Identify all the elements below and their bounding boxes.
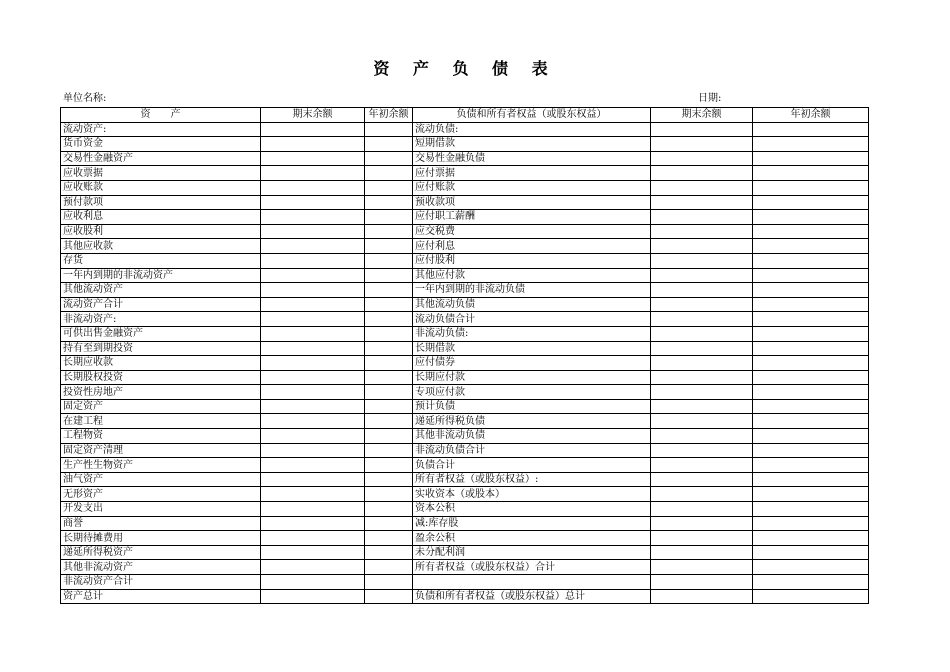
liability-item-label: 应付债券 bbox=[413, 356, 651, 371]
asset-begin-balance-cell[interactable] bbox=[365, 268, 413, 283]
liability-end-balance-cell[interactable] bbox=[651, 268, 753, 283]
table-row bbox=[61, 122, 869, 137]
liability-item-label bbox=[413, 575, 651, 590]
asset-item-label: 应收股利 bbox=[61, 224, 261, 239]
asset-end-balance-cell[interactable] bbox=[261, 545, 365, 560]
liability-item-label: 长期借款 bbox=[413, 341, 651, 356]
asset-end-balance-cell[interactable] bbox=[261, 268, 365, 283]
liability-end-balance-cell[interactable] bbox=[651, 589, 753, 604]
liability-begin-balance-cell[interactable] bbox=[753, 239, 869, 254]
header-assets: 资 产 bbox=[61, 108, 261, 123]
table-row bbox=[61, 166, 869, 181]
asset-end-balance-cell[interactable] bbox=[261, 195, 365, 210]
table-row bbox=[61, 399, 869, 414]
liability-item-label: 其他流动负债 bbox=[413, 297, 651, 312]
asset-end-balance-cell[interactable] bbox=[261, 356, 365, 371]
asset-end-balance-cell[interactable] bbox=[261, 589, 365, 604]
liability-begin-balance-cell[interactable] bbox=[753, 458, 869, 473]
liability-begin-balance-cell[interactable] bbox=[753, 341, 869, 356]
liability-end-balance-cell[interactable] bbox=[651, 545, 753, 560]
asset-item-label: 长期股权投资 bbox=[61, 370, 261, 385]
asset-item-label: 应收票据 bbox=[61, 166, 261, 181]
table-row bbox=[61, 370, 869, 385]
asset-end-balance-cell[interactable] bbox=[261, 502, 365, 517]
table-row bbox=[61, 297, 869, 312]
liability-begin-balance-cell[interactable] bbox=[753, 429, 869, 444]
liability-item-label: 应付职工薪酬 bbox=[413, 210, 651, 225]
liability-begin-balance-cell[interactable] bbox=[753, 312, 869, 327]
table-row bbox=[61, 210, 869, 225]
liability-end-balance-cell[interactable] bbox=[651, 224, 753, 239]
asset-item-label: 应收利息 bbox=[61, 210, 261, 225]
table-row bbox=[61, 356, 869, 371]
liability-begin-balance-cell[interactable] bbox=[753, 268, 869, 283]
liability-begin-balance-cell[interactable] bbox=[753, 414, 869, 429]
asset-end-balance-cell[interactable] bbox=[261, 458, 365, 473]
header-liabilities-equity: 负债和所有者权益（或股东权益） bbox=[413, 108, 651, 123]
asset-begin-balance-cell[interactable] bbox=[365, 283, 413, 298]
asset-end-balance-cell[interactable] bbox=[261, 151, 365, 166]
asset-item-label: 生产性生物资产 bbox=[61, 458, 261, 473]
asset-begin-balance-cell[interactable] bbox=[365, 166, 413, 181]
asset-begin-balance-cell[interactable] bbox=[365, 122, 413, 137]
liability-end-balance-cell[interactable] bbox=[651, 283, 753, 298]
asset-item-label: 长期应收款 bbox=[61, 356, 261, 371]
asset-item-label: 应收账款 bbox=[61, 180, 261, 195]
liability-item-label: 负债合计 bbox=[413, 458, 651, 473]
liability-end-balance-cell[interactable] bbox=[651, 429, 753, 444]
liability-end-balance-cell[interactable] bbox=[651, 195, 753, 210]
asset-end-balance-cell[interactable] bbox=[261, 180, 365, 195]
liability-item-label: 其他应付款 bbox=[413, 268, 651, 283]
liability-end-balance-cell[interactable] bbox=[651, 443, 753, 458]
liability-item-label: 预收款项 bbox=[413, 195, 651, 210]
asset-item-label: 一年内到期的非流动资产 bbox=[61, 268, 261, 283]
asset-begin-balance-cell[interactable] bbox=[365, 180, 413, 195]
liability-end-balance-cell[interactable] bbox=[651, 487, 753, 502]
asset-item-label: 存货 bbox=[61, 253, 261, 268]
header-end-balance: 期末余额 bbox=[651, 108, 753, 123]
liability-item-label: 应付利息 bbox=[413, 239, 651, 254]
asset-item-label: 可供出售金融资产 bbox=[61, 326, 261, 341]
liability-end-balance-cell[interactable] bbox=[651, 341, 753, 356]
liability-end-balance-cell[interactable] bbox=[651, 531, 753, 546]
asset-item-label: 非流动资产: bbox=[61, 312, 261, 327]
table-row bbox=[61, 472, 869, 487]
asset-begin-balance-cell[interactable] bbox=[365, 575, 413, 590]
table-row bbox=[61, 180, 869, 195]
liability-begin-balance-cell[interactable] bbox=[753, 370, 869, 385]
liability-end-balance-cell[interactable] bbox=[651, 472, 753, 487]
asset-item-label: 流动资产合计 bbox=[61, 297, 261, 312]
header-row bbox=[61, 108, 869, 123]
asset-begin-balance-cell[interactable] bbox=[365, 560, 413, 575]
asset-item-label: 交易性金融资产 bbox=[61, 151, 261, 166]
liability-item-label: 应付股利 bbox=[413, 253, 651, 268]
liability-item-label: 一年内到期的非流动负债 bbox=[413, 283, 651, 298]
asset-item-label: 工程物资 bbox=[61, 429, 261, 444]
table-row bbox=[61, 195, 869, 210]
header-end-balance: 期末余额 bbox=[261, 108, 365, 123]
table-row bbox=[61, 151, 869, 166]
liability-begin-balance-cell[interactable] bbox=[753, 326, 869, 341]
table-row bbox=[61, 283, 869, 298]
asset-end-balance-cell[interactable] bbox=[261, 531, 365, 546]
asset-end-balance-cell[interactable] bbox=[261, 239, 365, 254]
liability-end-balance-cell[interactable] bbox=[651, 180, 753, 195]
asset-item-label: 油气资产 bbox=[61, 472, 261, 487]
liability-begin-balance-cell[interactable] bbox=[753, 253, 869, 268]
table-row bbox=[61, 575, 869, 590]
asset-item-label: 递延所得税资产 bbox=[61, 545, 261, 560]
asset-end-balance-cell[interactable] bbox=[261, 210, 365, 225]
liability-end-balance-cell[interactable] bbox=[651, 166, 753, 181]
asset-end-balance-cell[interactable] bbox=[261, 312, 365, 327]
asset-begin-balance-cell[interactable] bbox=[365, 341, 413, 356]
table-row bbox=[61, 443, 869, 458]
asset-end-balance-cell[interactable] bbox=[261, 516, 365, 531]
liability-item-label: 短期借款 bbox=[413, 137, 651, 152]
asset-begin-balance-cell[interactable] bbox=[365, 385, 413, 400]
table-row bbox=[61, 589, 869, 604]
table-row bbox=[61, 545, 869, 560]
liability-begin-balance-cell[interactable] bbox=[753, 545, 869, 560]
liability-item-label: 交易性金融负债 bbox=[413, 151, 651, 166]
asset-begin-balance-cell[interactable] bbox=[365, 502, 413, 517]
asset-item-label: 持有至到期投资 bbox=[61, 341, 261, 356]
asset-item-label: 其他非流动资产 bbox=[61, 560, 261, 575]
asset-item-label: 在建工程 bbox=[61, 414, 261, 429]
liability-end-balance-cell[interactable] bbox=[651, 122, 753, 137]
asset-end-balance-cell[interactable] bbox=[261, 385, 365, 400]
liability-item-label: 盈余公积 bbox=[413, 531, 651, 546]
liability-end-balance-cell[interactable] bbox=[651, 297, 753, 312]
liability-item-label: 流动负债: bbox=[413, 122, 651, 137]
liability-begin-balance-cell[interactable] bbox=[753, 297, 869, 312]
table-row bbox=[61, 137, 869, 152]
liability-item-label: 所有者权益（或股东权益）合计 bbox=[413, 560, 651, 575]
asset-begin-balance-cell[interactable] bbox=[365, 370, 413, 385]
table-row bbox=[61, 560, 869, 575]
liability-begin-balance-cell[interactable] bbox=[753, 487, 869, 502]
liability-begin-balance-cell[interactable] bbox=[753, 180, 869, 195]
liability-begin-balance-cell[interactable] bbox=[753, 122, 869, 137]
liability-item-label: 实收资本（或股本） bbox=[413, 487, 651, 502]
asset-item-label: 开发支出 bbox=[61, 502, 261, 517]
asset-end-balance-cell[interactable] bbox=[261, 283, 365, 298]
asset-begin-balance-cell[interactable] bbox=[365, 516, 413, 531]
liability-begin-balance-cell[interactable] bbox=[753, 589, 869, 604]
liability-begin-balance-cell[interactable] bbox=[753, 560, 869, 575]
asset-end-balance-cell[interactable] bbox=[261, 326, 365, 341]
liability-end-balance-cell[interactable] bbox=[651, 560, 753, 575]
asset-end-balance-cell[interactable] bbox=[261, 137, 365, 152]
liability-item-label: 应付账款 bbox=[413, 180, 651, 195]
asset-begin-balance-cell[interactable] bbox=[365, 399, 413, 414]
asset-end-balance-cell[interactable] bbox=[261, 429, 365, 444]
asset-item-label: 非流动资产合计 bbox=[61, 575, 261, 590]
asset-end-balance-cell[interactable] bbox=[261, 443, 365, 458]
liability-item-label: 长期应付款 bbox=[413, 370, 651, 385]
liability-begin-balance-cell[interactable] bbox=[753, 151, 869, 166]
asset-item-label: 其他流动资产 bbox=[61, 283, 261, 298]
liability-begin-balance-cell[interactable] bbox=[753, 224, 869, 239]
liability-begin-balance-cell[interactable] bbox=[753, 283, 869, 298]
asset-begin-balance-cell[interactable] bbox=[365, 589, 413, 604]
asset-end-balance-cell[interactable] bbox=[261, 122, 365, 137]
liability-end-balance-cell[interactable] bbox=[651, 356, 753, 371]
liability-end-balance-cell[interactable] bbox=[651, 210, 753, 225]
asset-begin-balance-cell[interactable] bbox=[365, 414, 413, 429]
asset-end-balance-cell[interactable] bbox=[261, 224, 365, 239]
liability-end-balance-cell[interactable] bbox=[651, 458, 753, 473]
liability-item-label: 应交税费 bbox=[413, 224, 651, 239]
table-row bbox=[61, 253, 869, 268]
liability-begin-balance-cell[interactable] bbox=[753, 443, 869, 458]
liability-begin-balance-cell[interactable] bbox=[753, 575, 869, 590]
liability-begin-balance-cell[interactable] bbox=[753, 166, 869, 181]
asset-item-label: 预付款项 bbox=[61, 195, 261, 210]
asset-begin-balance-cell[interactable] bbox=[365, 239, 413, 254]
asset-item-label: 无形资产 bbox=[61, 487, 261, 502]
liability-item-label: 资本公积 bbox=[413, 502, 651, 517]
liability-item-label: 递延所得税负债 bbox=[413, 414, 651, 429]
liability-begin-balance-cell[interactable] bbox=[753, 210, 869, 225]
asset-end-balance-cell[interactable] bbox=[261, 399, 365, 414]
asset-begin-balance-cell[interactable] bbox=[365, 356, 413, 371]
liability-item-label: 其他非流动负债 bbox=[413, 429, 651, 444]
table-row bbox=[61, 224, 869, 239]
page-title: 资 产 负 债 表 bbox=[373, 59, 557, 78]
asset-end-balance-cell[interactable] bbox=[261, 297, 365, 312]
asset-begin-balance-cell[interactable] bbox=[365, 458, 413, 473]
liability-begin-balance-cell[interactable] bbox=[753, 502, 869, 517]
liability-end-balance-cell[interactable] bbox=[651, 399, 753, 414]
liability-item-label: 负债和所有者权益（或股东权益）总计 bbox=[413, 589, 651, 604]
asset-end-balance-cell[interactable] bbox=[261, 472, 365, 487]
table-row bbox=[61, 414, 869, 429]
asset-item-label: 固定资产 bbox=[61, 399, 261, 414]
liability-begin-balance-cell[interactable] bbox=[753, 516, 869, 531]
asset-item-label: 资产总计 bbox=[61, 589, 261, 604]
liability-begin-balance-cell[interactable] bbox=[753, 137, 869, 152]
liability-end-balance-cell[interactable] bbox=[651, 151, 753, 166]
asset-end-balance-cell[interactable] bbox=[261, 575, 365, 590]
header-begin-balance: 年初余额 bbox=[753, 108, 869, 123]
table-row bbox=[61, 502, 869, 517]
asset-begin-balance-cell[interactable] bbox=[365, 253, 413, 268]
liability-end-balance-cell[interactable] bbox=[651, 326, 753, 341]
liability-end-balance-cell[interactable] bbox=[651, 414, 753, 429]
liability-begin-balance-cell[interactable] bbox=[753, 385, 869, 400]
asset-end-balance-cell[interactable] bbox=[261, 253, 365, 268]
liability-item-label: 未分配利润 bbox=[413, 545, 651, 560]
liability-end-balance-cell[interactable] bbox=[651, 137, 753, 152]
liability-item-label: 应付票据 bbox=[413, 166, 651, 181]
asset-begin-balance-cell[interactable] bbox=[365, 443, 413, 458]
liability-end-balance-cell[interactable] bbox=[651, 385, 753, 400]
table-row bbox=[61, 341, 869, 356]
asset-end-balance-cell[interactable] bbox=[261, 341, 365, 356]
liability-item-label: 所有者权益（或股东权益）: bbox=[413, 472, 651, 487]
asset-end-balance-cell[interactable] bbox=[261, 370, 365, 385]
date-label: 日期: bbox=[698, 93, 722, 104]
asset-begin-balance-cell[interactable] bbox=[365, 531, 413, 546]
liability-end-balance-cell[interactable] bbox=[651, 370, 753, 385]
unit-name-label: 单位名称: bbox=[63, 93, 107, 104]
asset-item-label: 投资性房地产 bbox=[61, 385, 261, 400]
liability-end-balance-cell[interactable] bbox=[651, 239, 753, 254]
asset-end-balance-cell[interactable] bbox=[261, 487, 365, 502]
asset-begin-balance-cell[interactable] bbox=[365, 151, 413, 166]
asset-begin-balance-cell[interactable] bbox=[365, 326, 413, 341]
asset-begin-balance-cell[interactable] bbox=[365, 472, 413, 487]
asset-end-balance-cell[interactable] bbox=[261, 560, 365, 575]
table-row bbox=[61, 487, 869, 502]
asset-item-label: 商誉 bbox=[61, 516, 261, 531]
liability-end-balance-cell[interactable] bbox=[651, 253, 753, 268]
asset-begin-balance-cell[interactable] bbox=[365, 137, 413, 152]
liability-item-label: 专项应付款 bbox=[413, 385, 651, 400]
asset-begin-balance-cell[interactable] bbox=[365, 210, 413, 225]
liability-item-label: 减:库存股 bbox=[413, 516, 651, 531]
table-row bbox=[61, 531, 869, 546]
asset-begin-balance-cell[interactable] bbox=[365, 224, 413, 239]
asset-begin-balance-cell[interactable] bbox=[365, 487, 413, 502]
liability-end-balance-cell[interactable] bbox=[651, 575, 753, 590]
table-row bbox=[61, 385, 869, 400]
table-row bbox=[61, 268, 869, 283]
asset-begin-balance-cell[interactable] bbox=[365, 312, 413, 327]
asset-end-balance-cell[interactable] bbox=[261, 414, 365, 429]
liability-item-label: 流动负债合计 bbox=[413, 312, 651, 327]
liability-end-balance-cell[interactable] bbox=[651, 312, 753, 327]
liability-begin-balance-cell[interactable] bbox=[753, 531, 869, 546]
table-row bbox=[61, 429, 869, 444]
asset-item-label: 固定资产清理 bbox=[61, 443, 261, 458]
liability-begin-balance-cell[interactable] bbox=[753, 195, 869, 210]
liability-begin-balance-cell[interactable] bbox=[753, 472, 869, 487]
asset-begin-balance-cell[interactable] bbox=[365, 297, 413, 312]
asset-begin-balance-cell[interactable] bbox=[365, 195, 413, 210]
asset-item-label: 货币资金 bbox=[61, 137, 261, 152]
liability-end-balance-cell[interactable] bbox=[651, 516, 753, 531]
asset-item-label: 长期待摊费用 bbox=[61, 531, 261, 546]
table-row bbox=[61, 326, 869, 341]
balance-sheet-table bbox=[60, 107, 869, 604]
asset-item-label: 流动资产: bbox=[61, 122, 261, 137]
header-begin-balance: 年初余额 bbox=[365, 108, 413, 123]
table-row bbox=[61, 458, 869, 473]
table-row bbox=[61, 239, 869, 254]
table-row bbox=[61, 516, 869, 531]
liability-item-label: 非流动负债合计 bbox=[413, 443, 651, 458]
liability-begin-balance-cell[interactable] bbox=[753, 399, 869, 414]
asset-item-label: 其他应收款 bbox=[61, 239, 261, 254]
liability-item-label: 非流动负债: bbox=[413, 326, 651, 341]
asset-begin-balance-cell[interactable] bbox=[365, 429, 413, 444]
asset-begin-balance-cell[interactable] bbox=[365, 545, 413, 560]
liability-end-balance-cell[interactable] bbox=[651, 502, 753, 517]
liability-item-label: 预计负债 bbox=[413, 399, 651, 414]
asset-end-balance-cell[interactable] bbox=[261, 166, 365, 181]
liability-begin-balance-cell[interactable] bbox=[753, 356, 869, 371]
table-row bbox=[61, 312, 869, 327]
